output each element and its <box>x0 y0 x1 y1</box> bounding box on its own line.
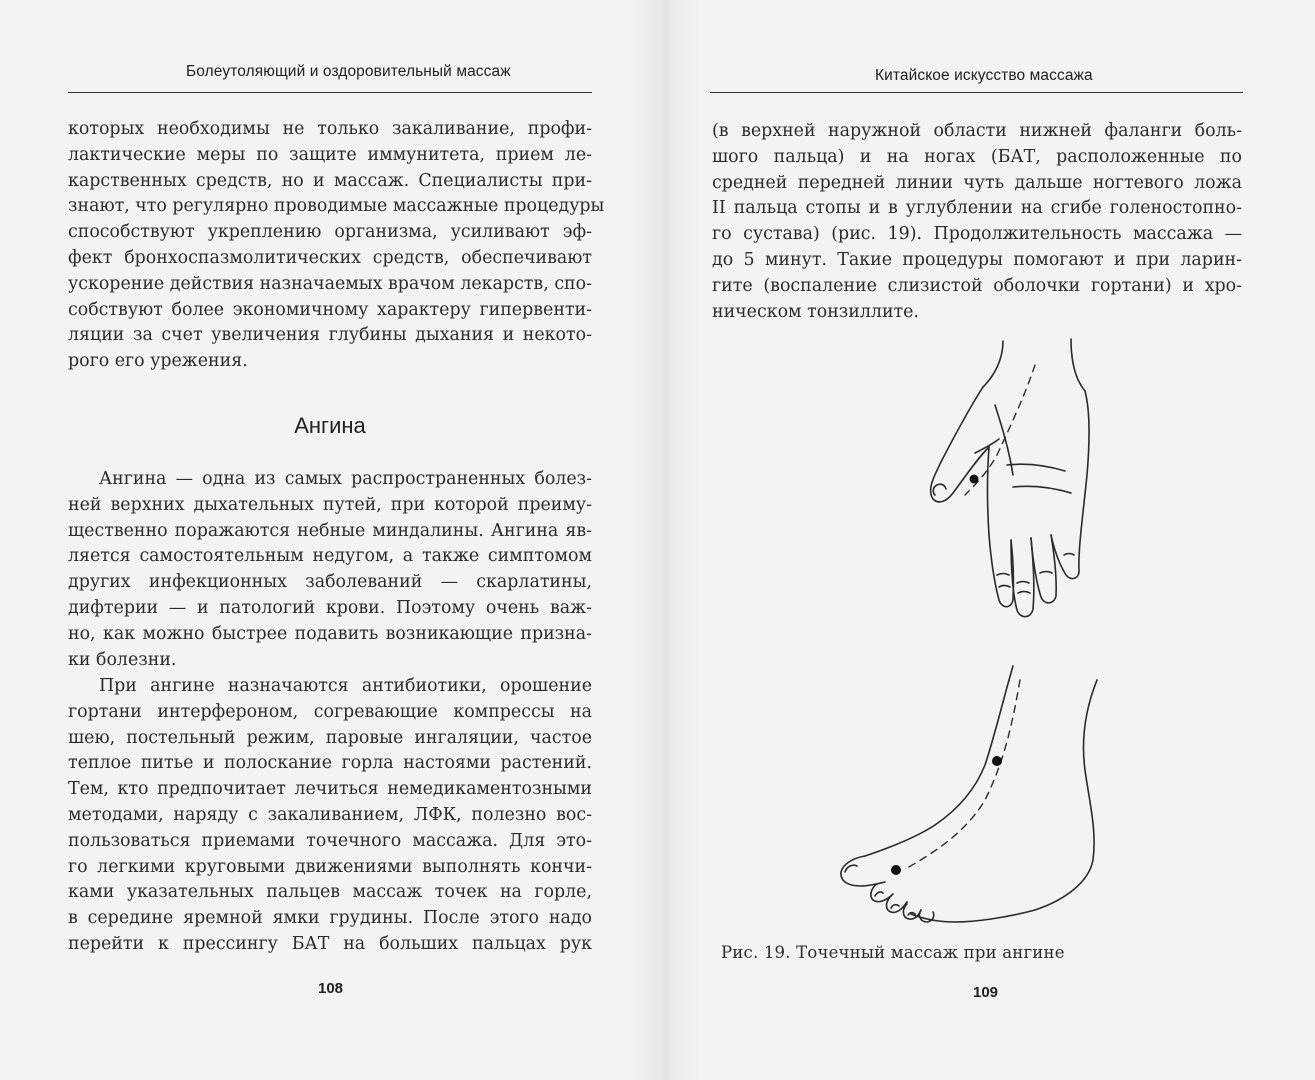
left-header-rule <box>68 92 592 93</box>
text-line: теплое питье и полоскание горла настоями растений. <box>68 753 592 774</box>
thumb-crease <box>975 439 999 453</box>
text-line: го легкими круговыми движениями выполнять кончи- <box>68 856 592 877</box>
knuckle-line <box>1040 572 1052 574</box>
text-line: При ангине назначаются антибиотики, орошение <box>99 676 592 696</box>
text-line: Ангина — одна из самых распространенных болез- <box>99 469 592 489</box>
knuckle-line <box>1064 554 1074 556</box>
ring-finger <box>1031 535 1056 603</box>
text-line: карственных средств, но и массаж. Специалисты при- <box>68 170 592 191</box>
knuckle-line <box>999 586 1010 588</box>
text-line: шого пальца) и на ногах (БАТ, расположенные по <box>712 146 1242 167</box>
text-line: ки болезни. <box>68 649 177 670</box>
index-finger <box>989 535 1013 607</box>
text-line: перейти к прессингу БАТ на больших пальцах рук <box>68 933 592 954</box>
right-running-head: Китайское искусство массажа <box>875 67 1093 84</box>
palm-line <box>1007 464 1065 471</box>
text-line: ней верхних дыхательных путей, при которой преиму- <box>68 494 592 515</box>
text-line: дифтерии — и патологий крови. Поэтому очень важ- <box>68 597 592 618</box>
right-page <box>660 0 1315 1080</box>
middle-finger <box>1011 538 1034 617</box>
text-line: щественно поражаются небные миндалины. Ангина яв- <box>68 520 592 541</box>
figure-caption: Рис. 19. Точечный массаж при ангине <box>721 943 1065 962</box>
foot-drawing-icon <box>835 660 1120 930</box>
text-line: ляции за счет увеличения глубины дыхания и некото- <box>68 325 592 346</box>
foot-svg <box>835 660 1120 930</box>
text-line: Тем, кто предпочитает лечиться немедикаментозными <box>68 779 592 800</box>
text-line: ляется самостоятельным недугом, а также симптомом <box>68 546 592 567</box>
little-finger <box>1051 391 1089 578</box>
section-heading: Ангина <box>294 413 366 438</box>
page-number-left: 108 <box>318 980 344 997</box>
text-line: (в верхней наружной области нижней фаланги боль- <box>712 121 1242 141</box>
toe-point-icon <box>891 865 901 875</box>
knuckle-line <box>1018 592 1030 594</box>
text-line: способствуют укреплению организма, усиливают эф- <box>68 222 592 243</box>
big-toe <box>841 856 885 886</box>
thumb-nail <box>933 484 946 495</box>
text-line: которых необходимы не только закаливание, профи- <box>68 119 592 139</box>
text-line: рого его урежения. <box>68 351 248 372</box>
right-header-rule <box>710 92 1243 93</box>
left-paragraph-1 <box>68 467 592 673</box>
text-line: других инфекционных заболеваний — скарлатины, <box>68 572 592 593</box>
text-line: средней передней линии чуть дальше ногтевого ложа <box>712 172 1242 193</box>
text-line: фект бронхоспазмолитических средств, обеспечивают <box>68 247 592 268</box>
text-line: ками указательных пальцев массаж точек на горле, <box>68 882 592 903</box>
text-line: шею, постельный режим, паровые ингаляции, частое <box>68 727 592 748</box>
text-line: в середине яремной ямки грудины. После этого надо <box>68 908 592 929</box>
right-paragraph <box>712 119 1242 325</box>
text-line: го сустава) (рис. 19). Продолжительность массажа — <box>712 224 1242 245</box>
little-toe <box>919 910 933 922</box>
text-line: пользоваться приемами точечного массажа. Для это- <box>68 830 592 851</box>
left-paragraph-2 <box>68 674 592 958</box>
toe-nail <box>845 865 857 872</box>
text-line: ускорение действия назначаемых врачом лекарств, спо- <box>68 273 592 294</box>
knuckle-line <box>997 574 1009 576</box>
hand-svg <box>925 335 1110 620</box>
toe-nail <box>891 905 899 908</box>
text-line: II пальца стопы и в углублении на сгибе голеностопно- <box>712 198 1242 219</box>
hand-point-icon <box>970 475 979 484</box>
text-line: методами, наряду с закаливанием, ЛФК, полезно вос- <box>68 804 592 825</box>
page-number-right: 109 <box>973 984 999 1001</box>
text-line: до 5 минут. Такие процедуры помогают и при ларин- <box>712 249 1242 270</box>
text-line: собствуют более экономичному характеру гипервенти- <box>68 299 592 320</box>
text-line: знают, что регулярно проводимые массажные процедуры <box>68 196 605 217</box>
text-line: но, как можно быстрее подавить возникающие призна- <box>68 623 592 644</box>
ankle-front-contour <box>865 666 1013 856</box>
left-intro-paragraph <box>68 117 605 375</box>
wrist-left-contour <box>983 341 1003 387</box>
text-line: ническом тонзиллите. <box>712 301 919 322</box>
palm-left-edge <box>988 447 990 535</box>
toe-nail <box>875 892 883 896</box>
heel-contour <box>955 680 1097 922</box>
ankle-point-icon <box>992 756 1002 766</box>
knuckle-line <box>1017 582 1029 584</box>
meridian-line <box>907 680 1020 868</box>
palm-line <box>1013 486 1071 493</box>
wrist-right-contour <box>1071 339 1085 391</box>
text-line: гите (воспаление слизистой оболочки гортани) и хро- <box>712 275 1242 296</box>
left-running-head: Болеутоляющий и оздоровительный массаж <box>186 63 511 80</box>
hand-drawing-icon <box>925 335 1110 620</box>
text-line: лактические меры по защите иммунитета, прием ле- <box>68 144 592 165</box>
text-line: гортани интерфероном, согревающие компрессы на <box>68 701 592 722</box>
